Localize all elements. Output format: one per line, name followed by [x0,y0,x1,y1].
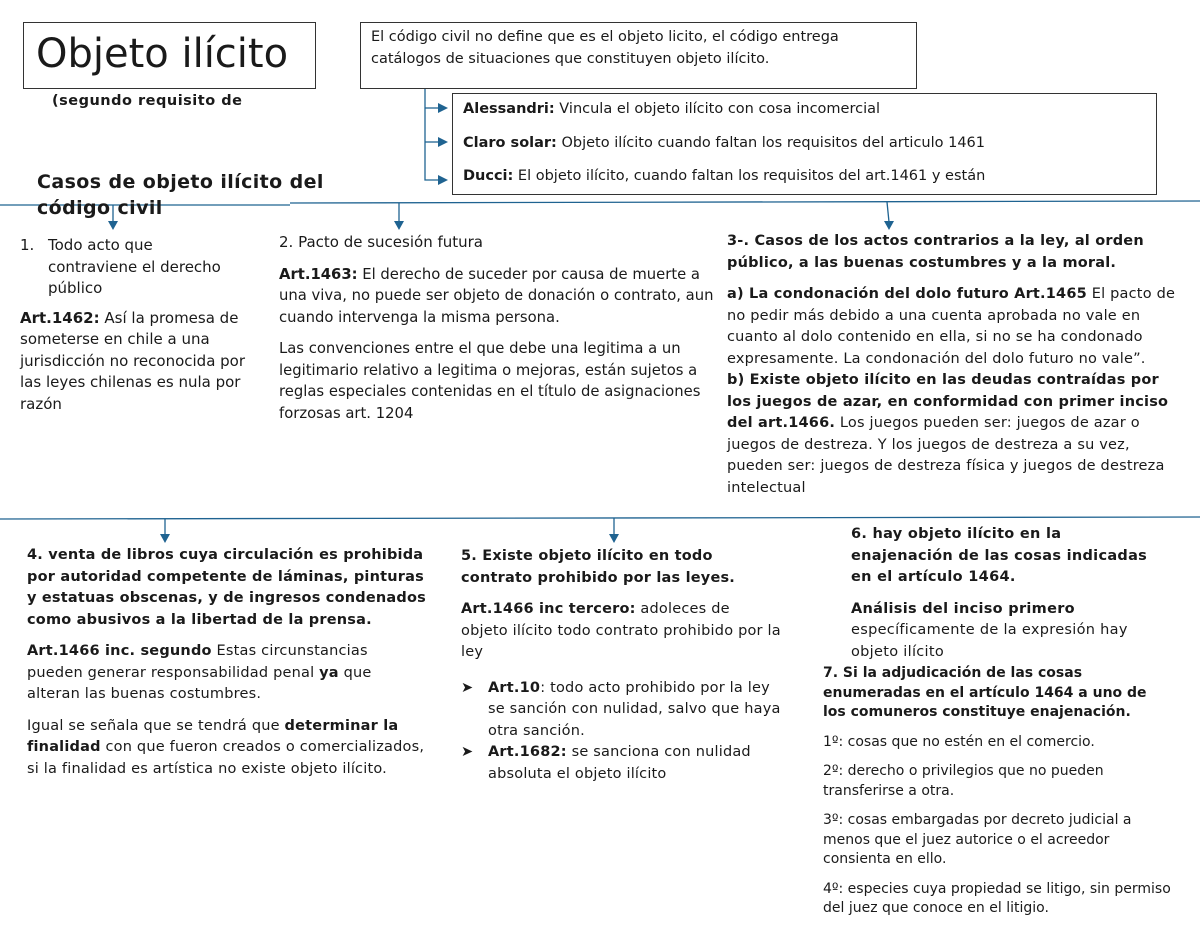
subtitle: (segundo requisito de [52,93,243,109]
case-2-body: Art.1463: El derecho de suceder por causa de muerte a una viva, no puede ser objeto de donación o contrato, aun cuando intervenga la misma persona. [279,265,714,326]
page-title: Objeto ilícito [36,31,289,77]
case-5-bullet: ➤ Art.1682: se sanciona con nulidad absoluta el objeto ilícito [461,744,751,782]
case-2 [279,232,714,434]
case-3-b: b) Existe objeto ilícito en las deudas contraídas por los juegos de azar, en conformidad con primer inciso del art.1466. Los juegos pueden ser: juegos de azar o juegos de destreza. Y los juegos de destreza a su vez, pueden ser: juegos de destreza física y juegos de destreza intelectual [727,372,1169,496]
case-2-heading: 2. Pacto de sucesión futura [279,233,484,251]
authors-box [452,93,1157,195]
case-3 [727,231,1177,499]
case-5-body: Art.1466 inc tercero: adoleces de objeto ilícito todo contrato prohibido por la ley [461,601,781,660]
case-7-item: 4º: especies cuya propiedad se litigo, sin permiso del juez que conoce en el litigio. [823,880,1171,916]
cases-heading: Casos de objeto ilícito del código civil [37,171,324,219]
case-3-heading: 3-. Casos de los actos contrarios a la ley, al orden público, a las buenas costumbres y a la moral. [727,233,1144,271]
arrow-down-icon [160,534,170,543]
arrowhead-bullet-icon: ➤ [461,744,474,760]
arrow-down-icon [394,221,404,230]
case-6-sub: Análisis del inciso primero [851,600,1075,617]
case-7-item: 3º: cosas embargadas por decreto judicial a menos que el juez autorice o el acreedor consienta en ello. [823,812,1132,867]
case-4-body-2: Igual se señala que se tendrá que determinar la finalidad con que fueron creados o comercializados, si la finalidad es artística no existe objeto ilícito. [27,717,425,777]
case-6-heading: 6. hay objeto ilícito en la enajenación de las cosas indicadas en el artículo 1464. [851,526,1148,585]
case-2-body-2: Las convenciones entre el que debe una legitima a un legitimario relativo a legitima o mejoras, están sujetos a reglas especiales contenidas en el título de asignaciones forzosas art. 1204 [279,340,701,422]
author-ducci: Ducci: El objeto ilícito, cuando faltan los requisitos del art.1461 y están [463,168,986,184]
case-3-a: a) La condonación del dolo futuro Art.1465 El pacto de no pedir más debido a una cuenta aprobada no vale en cuanto al dolo contenido en ella, si no se ha condonado expresamente. La condonación del dolo futuro no vale”. [727,286,1176,367]
arrow-down-icon [884,221,894,230]
case-4 [27,545,427,790]
case-6 [851,524,1161,660]
case-4-body: Art.1466 inc. segundo Estas circunstancias pueden generar responsabilidad penal ya que alteran las buenas costumbres. [27,643,372,702]
case-5-heading: 5. Existe objeto ilícito en todo contrato prohibido por las leyes. [461,548,736,586]
case-4-heading: 4. venta de libros cuya circulación es prohibida por autoridad competente de láminas, pinturas y estatuas obscenas, y de ingresos condenados como abusivos a la libertad de la prensa. [27,547,426,628]
author-claro-solar: Claro solar: Objeto ilícito cuando faltan los requisitos del articulo 1461 [463,135,986,151]
case-7-heading: 7. Si la adjudicación de las cosas enumeradas en el artículo 1464 a uno de los comuneros constituye enajenación. [823,665,1147,720]
case-7-item: 1º: cosas que no estén en el comercio. [823,733,1095,750]
case-1-body: Art.1462: Así la promesa de someterse en chile a una jurisdicción no reconocida por las leyes chilenas es nula por razón [20,308,246,413]
arrow-right-icon [438,103,448,113]
arrow-down-icon [108,221,118,230]
case-7-item: 2º: derecho o privilegios que no pueden transferirse a otra. [823,763,1104,799]
intro-box [360,22,917,89]
arrowhead-bullet-icon: ➤ [461,679,474,696]
intro-text: El código civil no define que es el objeto licito, el código entrega catálogos de situaciones que constituyen objeto ilícito. [371,29,839,67]
case-5-bullet: ➤ Art.10: todo acto prohibido por la ley se sanción con nulidad, salvo que haya otra sanción. [461,679,781,739]
case-1 [20,235,246,413]
arrow-down-icon [609,534,619,543]
title-box [23,22,316,89]
case-7 [823,664,1173,929]
case-5 [461,546,781,785]
author-alessandri: Alessandri: Vincula el objeto ilícito con cosa incomercial [463,101,881,117]
case-6-body: específicamente de la expresión hay objeto ilícito [851,622,1128,660]
arrow-right-icon [438,175,448,185]
arrow-right-icon [438,137,448,147]
case-1-heading: 1. Todo acto que contraviene el derecho público [20,236,221,297]
